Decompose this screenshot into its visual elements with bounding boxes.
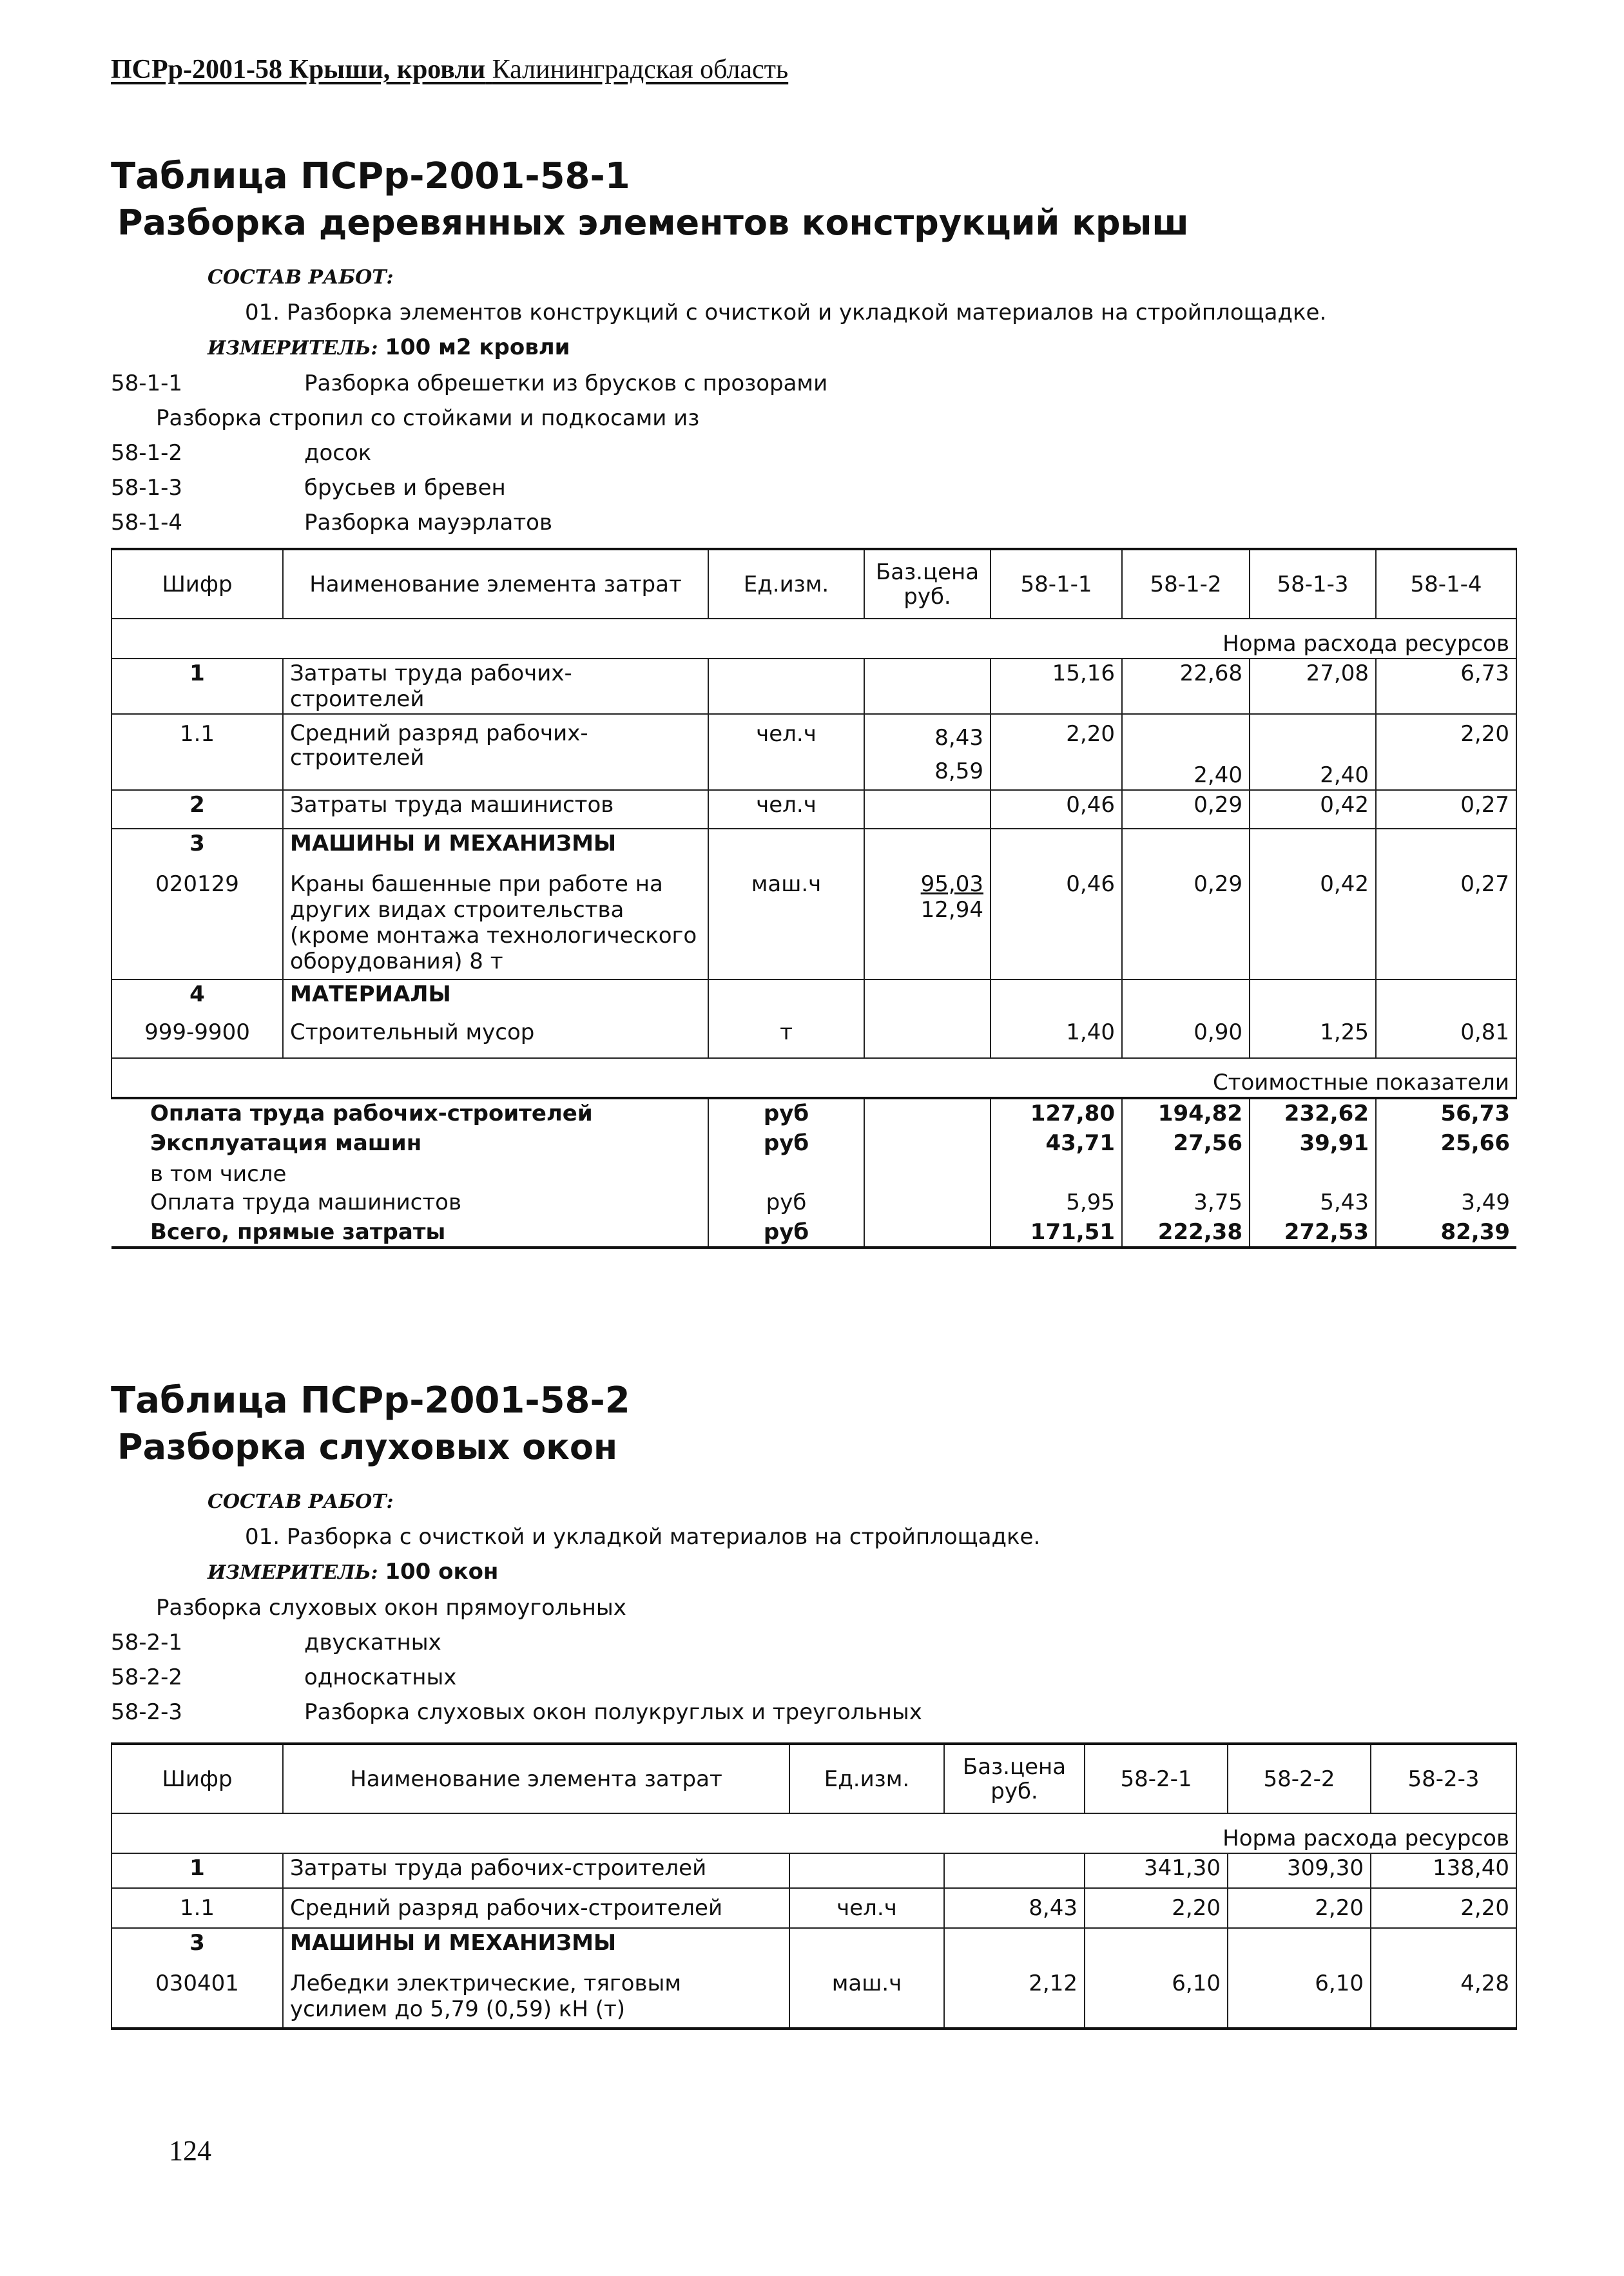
table1-code-row: 58-1-2 досок bbox=[111, 440, 372, 466]
table1-sostav-label: СОСТАВ РАБОТ: bbox=[208, 266, 394, 289]
cost-row: Оплата труда машинистов руб 5,95 3,75 5,43 3,49 bbox=[111, 1188, 1516, 1218]
header-code: ПСРр-2001-58 Крыши, кровли bbox=[111, 55, 486, 84]
table1-izmeritel-label: ИЗМЕРИТЕЛЬ: bbox=[208, 337, 378, 360]
col-header: Ед.изм. bbox=[789, 1744, 944, 1813]
col-header: 58-2-2 bbox=[1228, 1744, 1371, 1813]
cost-row: Оплата труда рабочих-строителей руб 127,80 194,82 232,62 56,73 bbox=[111, 1098, 1516, 1129]
table2-subtitle: Разборка слуховых окон bbox=[117, 1427, 618, 1467]
col-header: 58-2-1 bbox=[1085, 1744, 1228, 1813]
col-header: 58-1-4 bbox=[1376, 549, 1516, 619]
section-norm-label: Норма расхода ресурсов bbox=[111, 1813, 1516, 1853]
table2-header-row bbox=[111, 1744, 1516, 1813]
col-header: Шифр bbox=[111, 1744, 283, 1813]
table-row: 030401 Лебедки электрические, тяговым усилием до 5,79 (0,59) кН (т) маш.ч 2,12 6,10 6,10 4,28 bbox=[111, 1965, 1516, 2029]
col-header: Наименование элемента затрат bbox=[283, 1744, 789, 1813]
cost-row: в том числе bbox=[111, 1160, 1516, 1188]
section-row bbox=[111, 619, 1516, 659]
col-header: 58-1-3 bbox=[1250, 549, 1376, 619]
table2-izmeritel-value: 100 окон bbox=[385, 1559, 499, 1585]
page-number: 124 bbox=[169, 2135, 211, 2166]
table-row: 4 МАТЕРИАЛЫ bbox=[111, 979, 1516, 1018]
table1-intro bbox=[111, 153, 1516, 540]
table1-code-row: Разборка стропил со стойками и подкосами из bbox=[156, 405, 700, 431]
table2-intro bbox=[111, 1378, 1516, 1730]
col-header: Баз.цена руб. bbox=[944, 1744, 1085, 1813]
section-row bbox=[111, 1813, 1516, 1853]
table-row: 3 МАШИНЫ И МЕХАНИЗМЫ bbox=[111, 1928, 1516, 1965]
table1-sostav-text: 01. Разборка элементов конструкций с очисткой и укладкой материалов на стройплощадке. bbox=[245, 300, 1327, 325]
table2-grid bbox=[111, 1742, 1517, 2030]
table1-code-row: 58-1-1 Разборка обрешетки из брусков с прозорами bbox=[111, 371, 828, 396]
table2-code-row: 58-2-1 двускатных bbox=[111, 1630, 441, 1655]
col-header: Ед.изм. bbox=[708, 549, 864, 619]
header-region: Калининградская область bbox=[492, 55, 789, 84]
section-cost-label: Стоимостные показатели bbox=[111, 1058, 1516, 1098]
table1-title: Таблица ПСРр-2001-58-1 bbox=[111, 155, 630, 197]
section-norm-label: Норма расхода ресурсов bbox=[111, 619, 1516, 659]
table2-title: Таблица ПСРр-2001-58-2 bbox=[111, 1380, 630, 1422]
table1-code-row: 58-1-4 Разборка мауэрлатов bbox=[111, 510, 553, 535]
table-row: 020129 Краны башенные при работе на других видах строительства (кроме монтажа технологического оборудования) 8 т маш.ч 95,03 12,94 0,46 0,29 0,42 0,27 bbox=[111, 866, 1516, 979]
col-header: Шифр bbox=[111, 549, 283, 619]
running-header bbox=[111, 54, 788, 85]
table-row: 999-9900 Строительный мусор т 1,40 0,90 1,25 0,81 bbox=[111, 1018, 1516, 1058]
table1-izmeritel-value: 100 м2 кровли bbox=[385, 334, 570, 360]
table-row: 1.1 Средний разряд рабочих-строителей чел.ч 8,43 2,20 2,20 2,20 bbox=[111, 1888, 1516, 1928]
table2-sostav-text: 01. Разборка с очисткой и укладкой материалов на стройплощадке. bbox=[245, 1524, 1041, 1550]
table1-code-row: 58-1-3 брусьев и бревен bbox=[111, 475, 506, 501]
table2-sostav-label: СОСТАВ РАБОТ: bbox=[208, 1490, 394, 1513]
table-row: 1 Затраты труда рабочих-строителей 15,16 22,68 27,08 6,73 bbox=[111, 659, 1516, 714]
col-header: 58-1-2 bbox=[1122, 549, 1250, 619]
col-header: Наименование элемента затрат bbox=[283, 549, 708, 619]
table1-subtitle: Разборка деревянных элементов конструкций крыш bbox=[117, 202, 1189, 243]
table2-izmeritel-label: ИЗМЕРИТЕЛЬ: bbox=[208, 1561, 378, 1584]
table2-code-row: Разборка слуховых окон прямоугольных bbox=[156, 1595, 626, 1621]
table1-header-row bbox=[111, 549, 1516, 619]
table-row: 3 МАШИНЫ И МЕХАНИЗМЫ bbox=[111, 829, 1516, 866]
col-header: Баз.цена руб. bbox=[864, 549, 991, 619]
col-header: 58-1-1 bbox=[991, 549, 1122, 619]
col-header: 58-2-3 bbox=[1371, 1744, 1516, 1813]
table2-code-row: 58-2-2 односкатных bbox=[111, 1664, 457, 1690]
table-row: 2 Затраты труда машинистов чел.ч 0,46 0,29 0,42 0,27 bbox=[111, 790, 1516, 829]
table-row: 1 Затраты труда рабочих-строителей 341,30 309,30 138,40 bbox=[111, 1853, 1516, 1888]
cost-row: Эксплуатация машин руб 43,71 27,56 39,91 25,66 bbox=[111, 1129, 1516, 1160]
table-row: 1.1 Средний разряд рабочих-строителей чел.ч 8,43 8,59 2,20 2,40 2,40 2,20 bbox=[111, 714, 1516, 790]
table2-code-row: 58-2-3 Разборка слуховых окон полукруглых и треугольных bbox=[111, 1699, 922, 1725]
section-row bbox=[111, 1058, 1516, 1098]
table1-grid bbox=[111, 548, 1517, 1249]
cost-row: Всего, прямые затраты руб 171,51 222,38 272,53 82,39 bbox=[111, 1218, 1516, 1248]
